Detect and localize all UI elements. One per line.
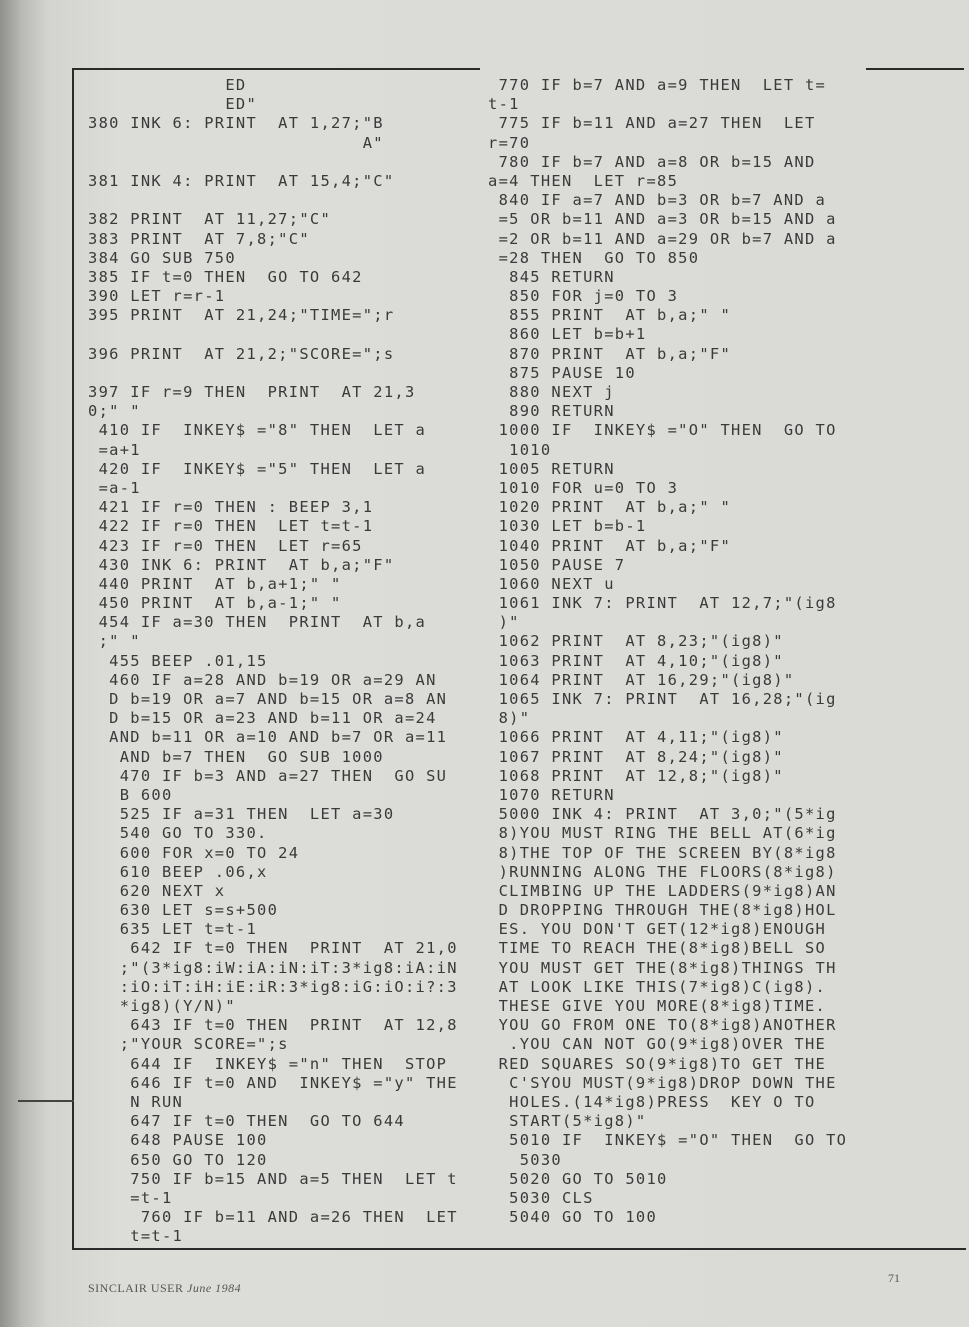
- code-line: 8)YOU MUST RING THE BELL AT(6*ig: [488, 824, 837, 843]
- code-line: ED": [88, 95, 258, 114]
- code-line: 1070 RETURN: [488, 785, 615, 804]
- code-line: 610 BEEP .06,x: [88, 862, 268, 881]
- magazine-name: SINCLAIR USER: [88, 1281, 184, 1295]
- code-line: =5 OR b=11 AND a=3 OR b=15 AND a: [488, 210, 837, 229]
- code-line: 440 PRINT AT b,a+1;" ": [88, 574, 342, 593]
- code-line: 1068 PRINT AT 12,8;"(ig8)": [488, 766, 784, 785]
- code-line: 1062 PRINT AT 8,23;"(ig8)": [488, 632, 784, 651]
- code-line: 1030 LET b=b-1: [488, 517, 647, 536]
- code-line: .YOU CAN NOT GO(9*ig8)OVER THE: [488, 1035, 827, 1054]
- code-line: 1065 INK 7: PRINT AT 16,28;"(ig: [488, 690, 837, 708]
- code-line: 0;" ": [88, 402, 141, 421]
- code-line: 1040 PRINT AT b,a;"F": [488, 536, 732, 555]
- code-line: 845 RETURN: [488, 267, 615, 286]
- code-line: YOU GO FROM ONE TO(8*ig8)ANOTHER: [488, 1016, 837, 1035]
- code-line: =a+1: [88, 440, 141, 459]
- code-line: AT LOOK LIKE THIS(7*ig8)C(ig8).: [488, 977, 827, 996]
- code-line: 421 IF r=0 THEN : BEEP 3,1: [88, 498, 374, 517]
- code-line: 646 IF t=0 AND INKEY$ ="y" THE: [88, 1073, 458, 1092]
- code-line: C'SYOU MUST(9*ig8)DROP DOWN THE: [488, 1073, 837, 1092]
- code-line: *ig8)(Y/N)": [88, 997, 236, 1015]
- code-line: 1010 FOR u=0 TO 3: [488, 478, 679, 497]
- code-line: 423 IF r=0 THEN LET r=65: [88, 536, 363, 555]
- code-line: 460 IF a=28 AND b=19 OR a=29 AN: [88, 670, 437, 689]
- code-line: RED SQUARES SO(9*ig8)TO GET THE: [488, 1054, 827, 1073]
- code-line: 635 LET t=t-1: [88, 920, 258, 939]
- code-line: ;"YOUR SCORE=";s: [88, 1035, 289, 1054]
- code-line: START(5*ig8)": [488, 1112, 647, 1131]
- footer-publication: [88, 1281, 241, 1296]
- code-line: 760 IF b=11 AND a=26 THEN LET: [88, 1208, 458, 1227]
- code-line: 5030: [488, 1150, 562, 1169]
- code-line: 5000 INK 4: PRINT AT 3,0;"(5*ig: [488, 805, 837, 824]
- code-line: 1061 INK 7: PRINT AT 12,7;"(ig8: [488, 594, 837, 613]
- code-line: HOLES.(14*ig8)PRESS KEY O TO: [488, 1092, 816, 1111]
- code-line: AND b=11 OR a=10 AND b=7 OR a=11: [88, 728, 448, 747]
- code-line: =2 OR b=11 AND a=29 OR b=7 AND a: [488, 229, 837, 248]
- code-line: D DROPPING THROUGH THE(8*ig8)HOL: [488, 901, 837, 920]
- code-line: 380 INK 6: PRINT AT 1,27;"B: [88, 114, 384, 133]
- code-line: 870 PRINT AT b,a;"F": [488, 344, 732, 363]
- code-line: 648 PAUSE 100: [88, 1131, 268, 1150]
- frame-top-rule-right: [866, 68, 964, 70]
- code-line: [88, 153, 473, 172]
- code-line: 750 IF b=15 AND a=5 THEN LET t: [88, 1169, 458, 1188]
- code-line: 630 LET s=s+500: [88, 901, 279, 920]
- code-line: 470 IF b=3 AND a=27 THEN GO SU: [88, 766, 448, 785]
- code-line: ED: [88, 76, 247, 94]
- code-line: CLIMBING UP THE LADDERS(9*ig8)AN: [488, 881, 837, 900]
- code-line: 5010 IF INKEY$ ="O" THEN GO TO: [488, 1131, 848, 1150]
- code-line: 397 IF r=9 THEN PRINT AT 21,3: [88, 383, 416, 401]
- code-line: 382 PRINT AT 11,27;"C": [88, 210, 332, 229]
- code-line: N RUN: [88, 1092, 184, 1111]
- code-line: 381 INK 4: PRINT AT 15,4;"C": [88, 171, 395, 190]
- code-line: 420 IF INKEY$ ="5" THEN LET a: [88, 459, 427, 478]
- code-line: 647 IF t=0 THEN GO TO 644: [88, 1112, 405, 1131]
- code-line: 1010: [488, 440, 552, 459]
- code-line: 5040 GO TO 100: [488, 1208, 658, 1227]
- code-line: 850 FOR j=0 TO 3: [488, 287, 679, 306]
- code-line: 384 GO SUB 750: [88, 248, 236, 267]
- code-line: 385 IF t=0 THEN GO TO 642: [88, 267, 363, 286]
- code-line: 5020 GO TO 5010: [488, 1169, 668, 1188]
- code-line: THESE GIVE YOU MORE(8*ig8)TIME.: [488, 997, 827, 1015]
- code-line: A": [88, 133, 384, 152]
- code-line: 880 NEXT j: [488, 383, 615, 401]
- code-line: 396 PRINT AT 21,2;"SCORE=";s: [88, 344, 395, 363]
- code-line: B 600: [88, 785, 173, 804]
- code-line: D b=15 OR a=23 AND b=11 OR a=24: [88, 709, 437, 728]
- code-line: 600 FOR x=0 TO 24: [88, 843, 300, 862]
- code-line: 620 NEXT x: [88, 881, 226, 900]
- code-line: 1060 NEXT u: [488, 574, 615, 593]
- code-line: 860 LET b=b+1: [488, 325, 647, 344]
- code-line: 430 INK 6: PRINT AT b,a;"F": [88, 555, 395, 574]
- code-line: 1063 PRINT AT 4,10;"(ig8)": [488, 651, 784, 670]
- code-line: 5030 CLS: [488, 1188, 594, 1207]
- issue-date: June 1984: [187, 1281, 242, 1295]
- code-line: 390 LET r=r-1: [88, 287, 226, 306]
- code-line: 855 PRINT AT b,a;" ": [488, 306, 732, 325]
- code-line: 642 IF t=0 THEN PRINT AT 21,0: [88, 939, 458, 958]
- code-line: 383 PRINT AT 7,8;"C": [88, 229, 310, 248]
- code-line: 1067 PRINT AT 8,24;"(ig8)": [488, 747, 784, 766]
- code-line: 890 RETURN: [488, 402, 615, 421]
- code-line: 8)THE TOP OF THE SCREEN BY(8*ig8: [488, 843, 837, 862]
- code-line: 410 IF INKEY$ ="8" THEN LET a: [88, 421, 427, 440]
- listing-column-right: [488, 76, 898, 1227]
- code-line: ES. YOU DON'T GET(12*ig8)ENOUGH: [488, 920, 827, 939]
- code-line: D b=19 OR a=7 AND b=15 OR a=8 AN: [88, 690, 448, 708]
- code-line: =28 THEN GO TO 850: [488, 248, 700, 267]
- code-line: 1050 PAUSE 7: [488, 555, 626, 574]
- code-line: 1064 PRINT AT 16,29;"(ig8)": [488, 670, 795, 689]
- code-line: [88, 191, 473, 210]
- code-line: 770 IF b=7 AND a=9 THEN LET t=: [488, 76, 827, 94]
- listing-column-left: [88, 76, 473, 1246]
- code-line: 525 IF a=31 THEN LET a=30: [88, 805, 395, 824]
- code-line: 540 GO TO 330.: [88, 824, 268, 843]
- code-line: 454 IF a=30 THEN PRINT AT b,a: [88, 613, 427, 632]
- frame-top-rule: [72, 68, 480, 70]
- code-line: TIME TO REACH THE(8*ig8)BELL SO: [488, 939, 827, 958]
- code-line: YOU MUST GET THE(8*ig8)THINGS TH: [488, 958, 837, 977]
- code-line: 422 IF r=0 THEN LET t=t-1: [88, 517, 374, 536]
- code-line: :iO:iT:iH:iE:iR:3*ig8:iG:iO:i?:3: [88, 977, 458, 996]
- code-line: t=t-1: [88, 1227, 184, 1246]
- code-line: =a-1: [88, 478, 141, 497]
- code-line: 1005 RETURN: [488, 459, 615, 478]
- binding-edge-mark: [18, 1100, 74, 1102]
- code-line: ;"(3*ig8:iW:iA:iN:iT:3*ig8:iA:iN: [88, 958, 458, 977]
- code-line: ;" ": [88, 632, 141, 651]
- code-line: 775 IF b=11 AND a=27 THEN LET: [488, 114, 816, 133]
- code-line: AND b=7 THEN GO SUB 1000: [88, 747, 384, 766]
- code-line: )": [488, 613, 520, 632]
- code-line: 1020 PRINT AT b,a;" ": [488, 498, 732, 517]
- code-line: 455 BEEP .01,15: [88, 651, 268, 670]
- code-line: r=70: [488, 133, 531, 152]
- code-line: 780 IF b=7 AND a=8 OR b=15 AND: [488, 152, 816, 171]
- code-line: 395 PRINT AT 21,24;"TIME=";r: [88, 306, 395, 325]
- code-line: 1000 IF INKEY$ ="O" THEN GO TO: [488, 421, 837, 440]
- code-line: )RUNNING ALONG THE FLOORS(8*ig8): [488, 862, 837, 881]
- code-line: 650 GO TO 120: [88, 1150, 268, 1169]
- code-line: =t-1: [88, 1188, 173, 1207]
- code-line: [88, 325, 473, 344]
- code-line: 450 PRINT AT b,a-1;" ": [88, 594, 342, 613]
- page-number: 71: [888, 1271, 900, 1285]
- code-line: 840 IF a=7 AND b=3 OR b=7 AND a: [488, 191, 827, 210]
- code-line: 643 IF t=0 THEN PRINT AT 12,8: [88, 1016, 458, 1035]
- code-line: 875 PAUSE 10: [488, 363, 636, 382]
- code-line: 1066 PRINT AT 4,11;"(ig8)": [488, 728, 784, 747]
- code-line: 644 IF INKEY$ ="n" THEN STOP: [88, 1054, 448, 1073]
- code-line: 8)": [488, 709, 531, 728]
- code-line: [88, 364, 473, 383]
- code-line: a=4 THEN LET r=85: [488, 171, 679, 190]
- code-line: t-1: [488, 95, 520, 114]
